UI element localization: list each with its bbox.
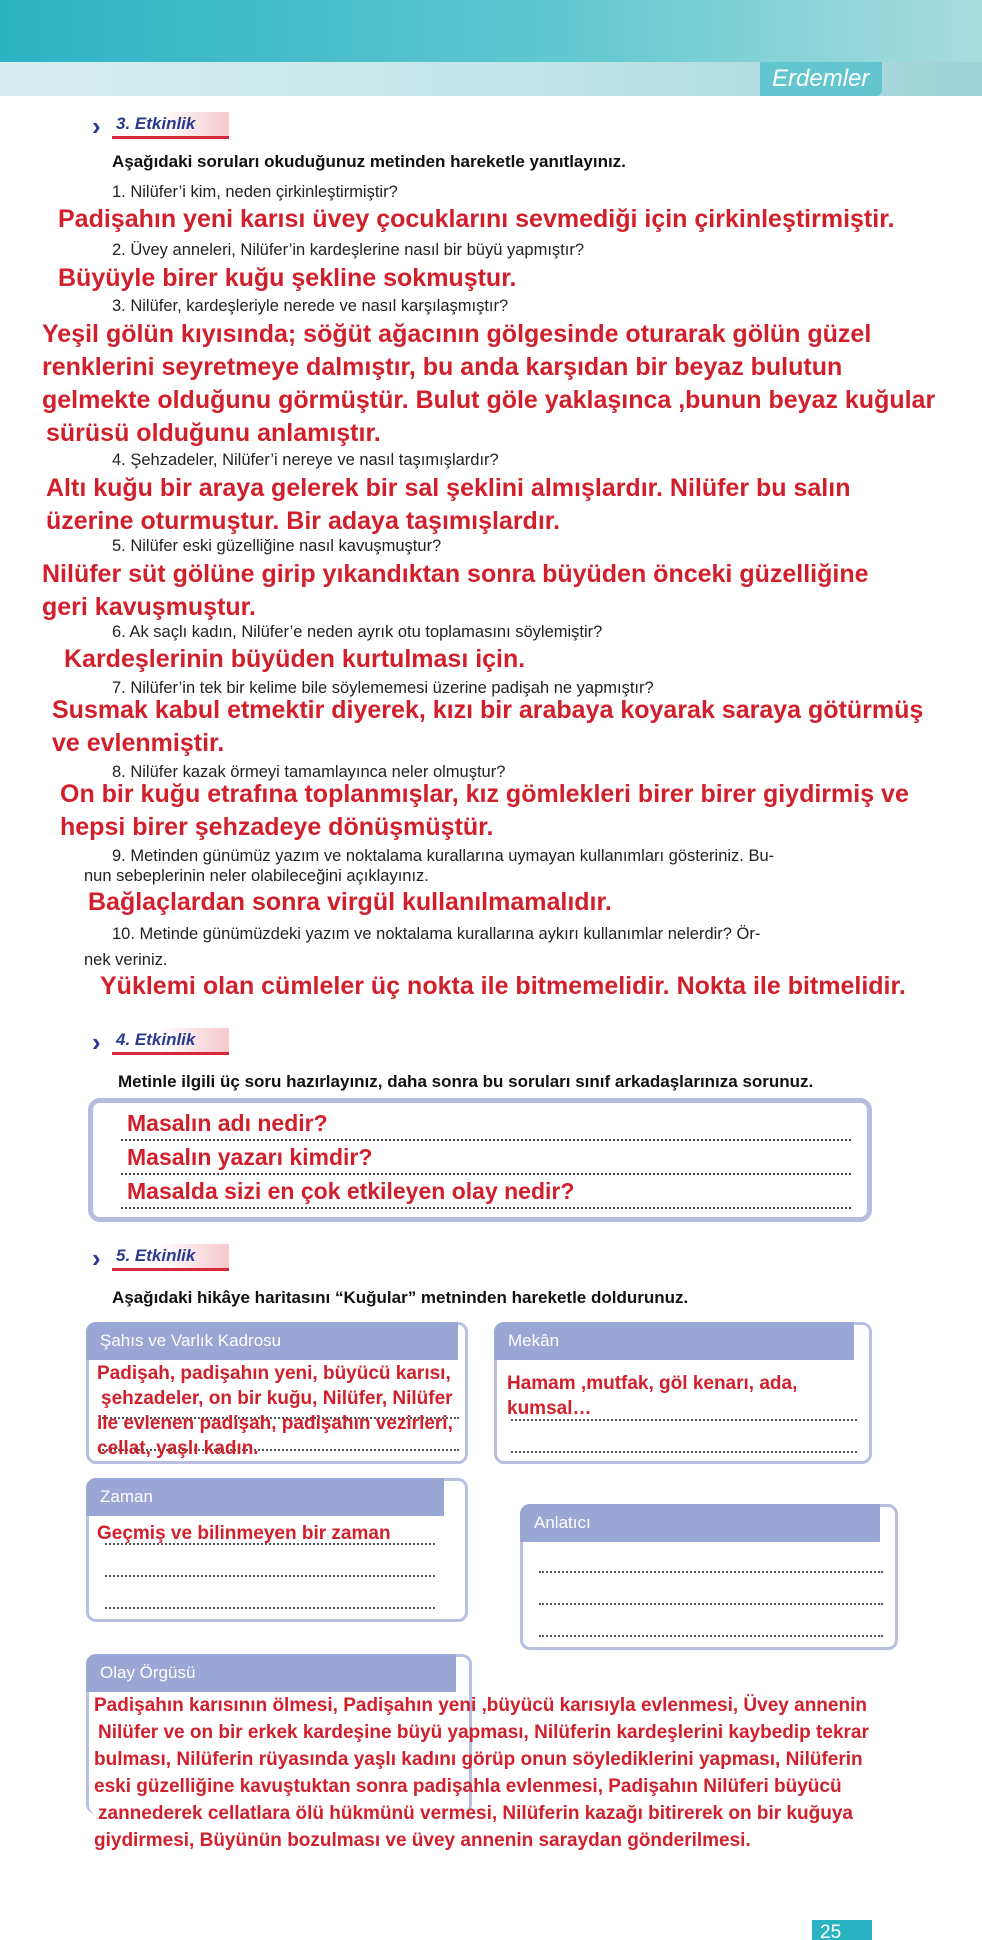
answer-8-line-2: hepsi birer şehzadeye dönüşmüştür.: [60, 813, 494, 841]
question-1: 1. Nilüfer’i kim, neden çirkinleştirmiştir?: [112, 183, 398, 201]
plot-line-5: zannederek cellatlara ölü hükmünü vermesi, Nilüferin kazağı bitirerek on bir kuğuya: [98, 1803, 853, 1824]
answer-1: Padişahın yeni karısı üvey çocuklarını sevmediği için çirkinleştirmiştir.: [58, 205, 895, 233]
plot-line-1: Padişahın karısının ölmesi, Padişahın yeni ,büyücü karısıyla evlenmesi, Üvey annenin: [94, 1695, 867, 1716]
time-panel-title: Zaman: [86, 1478, 444, 1516]
prepared-question-3: Masalda sizi en çok etkileyen olay nedir?: [127, 1178, 575, 1204]
answer-line: [121, 1139, 851, 1141]
answer-line: [121, 1173, 851, 1175]
answer-7-line-1: Susmak kabul etmektir diyerek, kızı bir arabaya koyarak saraya götürmüş: [52, 696, 924, 724]
question-2: 2. Üvey anneleri, Nilüfer’in kardeşlerine nasıl bir büyü yapmıştır?: [112, 241, 584, 259]
answer-3-line-2: renklerini seyretmeye dalmıştır, bu anda karşıdan bir beyaz bulutun: [42, 353, 843, 381]
answer-line: [105, 1607, 435, 1609]
activity-3-instruction: Aşağıdaki soruları okuduğunuz metinden hareketle yanıtlayınız.: [112, 152, 626, 171]
narrator-panel-title: Anlatıcı: [520, 1504, 880, 1542]
activity-3-label: 3. Etkinlik: [112, 112, 229, 139]
question-10-line-1: 10. Metinde günümüzdeki yazım ve noktalama kurallarına aykırı kullanımlar nelerdir? Ör-: [112, 925, 761, 943]
question-9-line-2: nun sebeplerinin neler olabileceğini açıklayınız.: [84, 867, 429, 885]
question-8: 8. Nilüfer kazak örmeyi tamamlayınca neler olmuştur?: [112, 763, 506, 781]
answer-line: [121, 1207, 851, 1209]
question-6: 6. Ak saçlı kadın, Nilüfer’e neden ayrık otu toplamasını söylemiştir?: [112, 623, 603, 641]
activity-5-label: 5. Etkinlik: [112, 1244, 229, 1271]
time-answer: Geçmiş ve bilinmeyen bir zaman: [97, 1523, 391, 1544]
answer-6: Kardeşlerinin büyüden kurtulması için.: [64, 645, 526, 673]
plot-line-4: eski güzelliğine kavuştuktan sonra padişahla evlenmesi, Padişahın Nilüferi büyücü: [94, 1776, 842, 1797]
question-7: 7. Nilüfer’in tek bir kelime bile söylememesi üzerine padişah ne yapmıştır?: [112, 679, 654, 697]
activity-4-instruction: Metinle ilgili üç soru hazırlayınız, daha sonra bu soruları sınıf arkadaşlarınıza sorunuz.: [118, 1072, 814, 1091]
answer-line: [539, 1635, 883, 1637]
answer-line: [105, 1575, 435, 1577]
time-panel: [86, 1478, 468, 1622]
chapter-title: Erdemler: [760, 62, 882, 96]
answer-line: [511, 1451, 857, 1453]
activity-4-label: 4. Etkinlik: [112, 1028, 229, 1055]
prepared-question-1: Masalın adı nedir?: [127, 1110, 328, 1136]
answer-2: Büyüyle birer kuğu şekline sokmuştur.: [58, 264, 517, 292]
activity-5-heading: [92, 1244, 229, 1271]
question-5: 5. Nilüfer eski güzelliğine nasıl kavuşmuştur?: [112, 537, 442, 555]
characters-line-1: Padişah, padişahın yeni, büyücü karısı,: [97, 1363, 451, 1384]
characters-line-4: cellat, yaşlı kadın.: [97, 1438, 259, 1459]
characters-line-2: şehzadeler, on bir kuğu, Nilüfer, Nilüfer: [101, 1388, 453, 1409]
answer-5-line-2: geri kavuşmuştur.: [42, 593, 256, 621]
plot-panel-title: Olay Örgüsü: [86, 1654, 456, 1692]
activity-4-heading: [92, 1028, 229, 1055]
answer-4-line-1: Altı kuğu bir araya gelerek bir sal şeklini almışlardır. Nilüfer bu salın: [46, 474, 851, 502]
page-number: 25: [812, 1920, 872, 1940]
place-panel: [494, 1322, 872, 1464]
answer-line: [539, 1603, 883, 1605]
answer-9: Bağlaçlardan sonra virgül kullanılmamalıdır.: [88, 888, 612, 916]
activity-5-instruction: Aşağıdaki hikâye haritasını “Kuğular” metninden hareketle doldurunuz.: [112, 1288, 689, 1307]
characters-panel-title: Şahıs ve Varlık Kadrosu: [86, 1322, 458, 1360]
plot-line-2: Nilüfer ve on bir erkek kardeşine büyü yapması, Nilüferin kardeşlerini kaybedip tekrar: [98, 1722, 869, 1743]
header-band: [0, 0, 982, 62]
characters-panel: [86, 1322, 468, 1464]
activity-arrow-icon: ›: [92, 1026, 101, 1057]
narrator-panel: [520, 1504, 898, 1650]
plot-line-3: bulması, Nilüferin rüyasında yaşlı kadını görüp onun söylediklerini yapması, Nilüferin: [94, 1749, 863, 1770]
question-3: 3. Nilüfer, kardeşleriyle nerede ve nasıl karşılaşmıştır?: [112, 297, 509, 315]
prepared-question-2: Masalın yazarı kimdir?: [127, 1144, 373, 1170]
question-9-line-1: 9. Metinden günümüz yazım ve noktalama kurallarına uymayan kullanımları gösteriniz. Bu-: [112, 847, 775, 865]
activity-arrow-icon: ›: [92, 1242, 101, 1273]
answer-line: [539, 1571, 883, 1573]
answer-5-line-1: Nilüfer süt gölüne girip yıkandıktan sonra büyüden önceki güzelliğine: [42, 560, 869, 588]
question-10-line-2: nek veriniz.: [84, 951, 168, 969]
answer-10: Yüklemi olan cümleler üç nokta ile bitmemelidir. Nokta ile bitmelidir.: [100, 972, 906, 1000]
questions-box: [88, 1098, 872, 1222]
activity-3-heading: [92, 112, 229, 139]
plot-line-6: giydirmesi, Büyünün bozulması ve üvey annenin saraydan gönderilmesi.: [94, 1830, 751, 1851]
answer-3-line-1: Yeşil gölün kıyısında; söğüt ağacının gölgesinde oturarak gölün güzel: [42, 320, 872, 348]
place-answer: Hamam ,mutfak, göl kenarı, ada, kumsal…: [507, 1373, 798, 1419]
answer-4-line-2: üzerine oturmuştur. Bir adaya taşımışlardır.: [46, 507, 561, 535]
answer-3-line-3: gelmekte olduğunu görmüştür. Bulut göle yaklaşınca ,bunun beyaz kuğular: [42, 386, 936, 414]
answer-7-line-2: ve evlenmiştir.: [52, 729, 225, 757]
activity-arrow-icon: ›: [92, 110, 101, 141]
answer-3-line-4: sürüsü olduğunu anlamıştır.: [46, 419, 381, 447]
answer-8-line-1: On bir kuğu etrafına toplanmışlar, kız gömlekleri birer birer giydirmiş ve: [60, 780, 909, 808]
characters-line-3: ile evlenen padişah, padişahın vezirleri,: [97, 1413, 453, 1434]
question-4: 4. Şehzadeler, Nilüfer’i nereye ve nasıl taşımışlardır?: [112, 451, 499, 469]
place-panel-title: Mekân: [494, 1322, 854, 1360]
